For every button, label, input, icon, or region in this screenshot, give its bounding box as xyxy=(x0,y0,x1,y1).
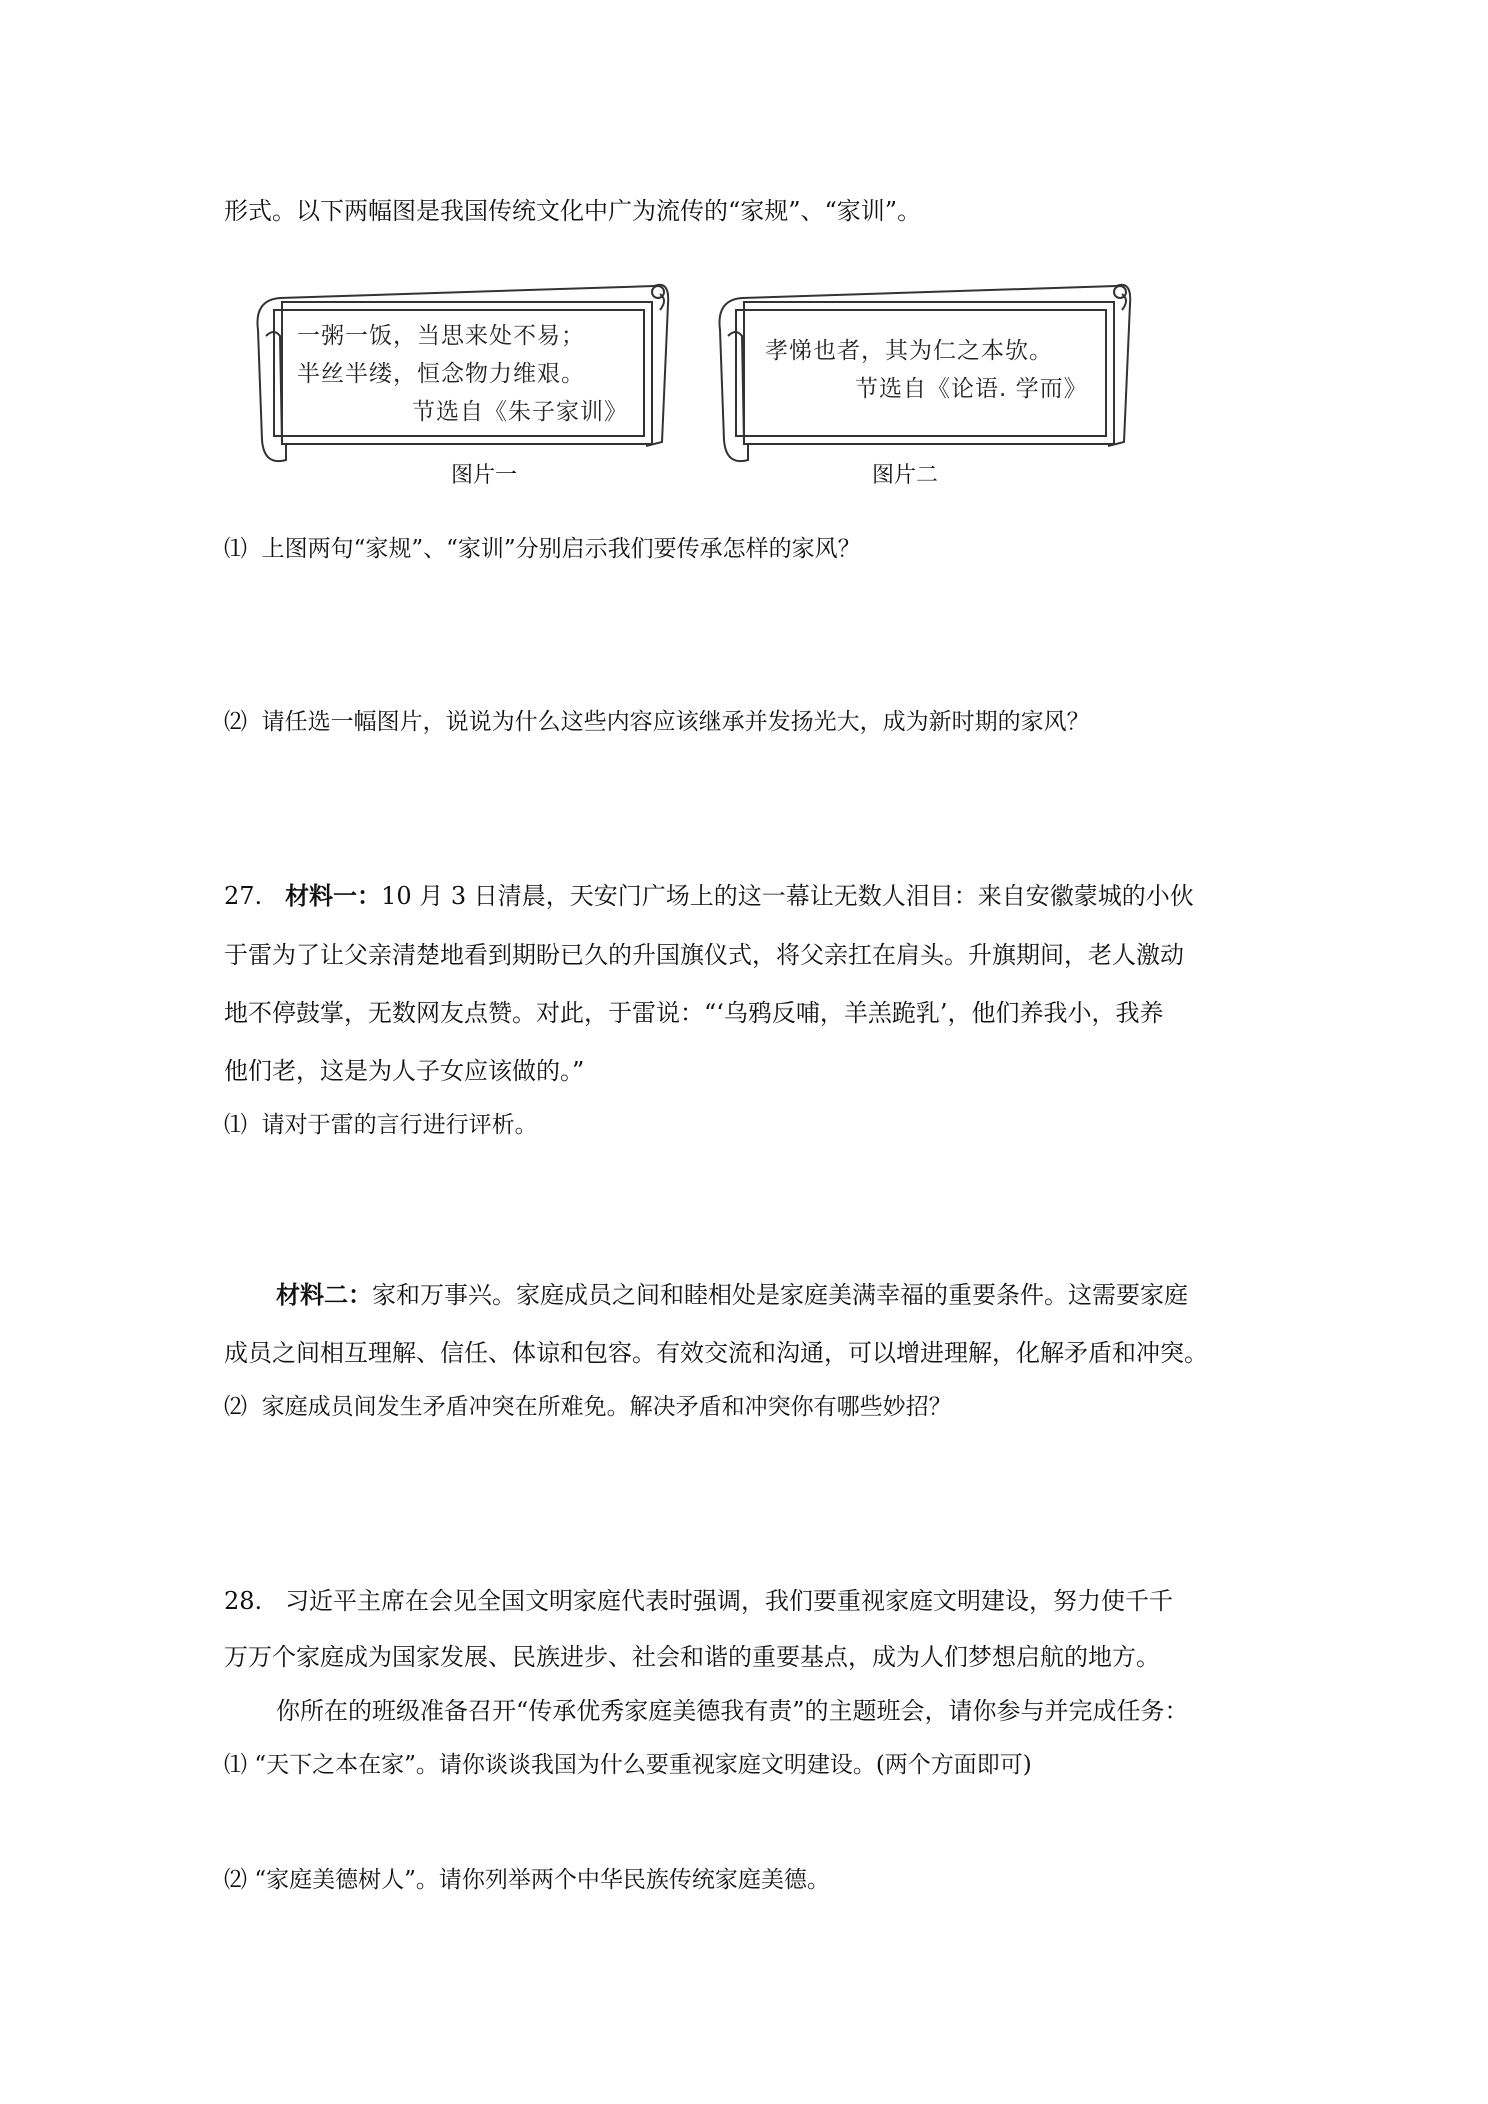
q28-sub2 xyxy=(224,1865,830,1895)
q27-material1-line3: 地不停鼓掌，无数网友点赞。对此，于雷说：“‘乌鸦反哺，羊羔跪乳’，他们养我小，我养 xyxy=(224,999,1164,1027)
q26-sub2-number: ⑵ xyxy=(224,709,247,735)
q27-material1-line2: 于雷为了让父亲清楚地看到期盼已久的升国旗仪式，将父亲扛在肩头。升旗期间，老人激动 xyxy=(224,941,1184,969)
q26-sub1 xyxy=(224,534,861,564)
q27-material1-text1: 10 月 3 日清晨，天安门广场上的这一幕让无数人泪目：来自安徽蒙城的小伙 xyxy=(381,882,1194,910)
q27-number: 27. xyxy=(224,882,263,910)
q27-sub2 xyxy=(224,1392,952,1422)
q27-material1-line4: 他们老，这是为人子女应该做的。” xyxy=(224,1057,585,1085)
scroll1-source: 节选自《朱子家训》 xyxy=(412,399,628,425)
q26-sub2-text: 请任选一幅图片，说说为什么这些内容应该继承并发扬光大，成为新时期的家风？ xyxy=(261,709,1090,735)
q28-sub2-number: ⑵ xyxy=(224,1867,247,1893)
q27-material2-line2: 成员之间相互理解、信任、体谅和包容。有效交流和沟通，可以增进理解，化解矛盾和冲突。 xyxy=(224,1339,1208,1367)
q26-sub1-text: 上图两句“家规”、“家训”分别启示我们要传承怎样的家风？ xyxy=(261,536,861,562)
q27-material1-label: 材料一： xyxy=(285,881,382,910)
q27-material2-line1 xyxy=(276,1280,1188,1310)
q27-material2-text1: 家和万事兴。家庭成员之间和睦相处是家庭美满幸福的重要条件。这需要家庭 xyxy=(372,1281,1188,1309)
q26-sub2 xyxy=(224,707,1090,737)
q27-sub2-number: ⑵ xyxy=(224,1394,247,1420)
q27-sub1-text: 请对于雷的言行进行评析。 xyxy=(261,1112,538,1138)
intro-text: 形式。以下两幅图是我国传统文化中广为流传的“家规”、“家训”。 xyxy=(224,197,922,225)
q26-sub1-number: ⑴ xyxy=(224,536,247,562)
q28-line3: 你所在的班级准备召开“传承优秀家庭美德我有责”的主题班会，请你参与并完成任务： xyxy=(276,1697,1189,1725)
q28-sub2-text: “家庭美德树人”。请你列举两个中华民族传统家庭美德。 xyxy=(254,1867,830,1893)
q27-material1-line1 xyxy=(224,881,1194,911)
scroll1-line2: 半丝半缕，恒念物力维艰。 xyxy=(297,361,585,387)
figure1-caption: 图片一 xyxy=(451,463,518,488)
q27-sub1 xyxy=(224,1110,538,1140)
scroll2-source: 节选自《论语. 学而》 xyxy=(855,376,1088,402)
q28-line1 xyxy=(224,1586,1173,1616)
q28-text1: 习近平主席在会见全国文明家庭代表时强调，我们要重视家庭文明建设，努力使千千 xyxy=(285,1587,1174,1615)
q27-material2-label: 材料二： xyxy=(276,1280,372,1309)
q27-sub1-number: ⑴ xyxy=(224,1112,247,1138)
q27-sub2-text: 家庭成员间发生矛盾冲突在所难免。解决矛盾和冲突你有哪些妙招？ xyxy=(261,1394,952,1420)
q28-number: 28. xyxy=(224,1587,263,1615)
scroll1-line1: 一粥一饭，当思来处不易； xyxy=(297,323,585,349)
scroll2-line1: 孝悌也者，其为仁之本欤。 xyxy=(765,338,1053,364)
q28-sub1-number: ⑴ xyxy=(224,1752,247,1778)
q28-sub1 xyxy=(224,1750,1032,1780)
q28-sub1-text: “天下之本在家”。请你谈谈我国为什么要重视家庭文明建设。(两个方面即可) xyxy=(254,1752,1032,1778)
figure2-caption: 图片二 xyxy=(872,463,939,488)
q28-line2: 万万个家庭成为国家发展、民族进步、社会和谐的重要基点，成为人们梦想启航的地方。 xyxy=(224,1643,1160,1671)
